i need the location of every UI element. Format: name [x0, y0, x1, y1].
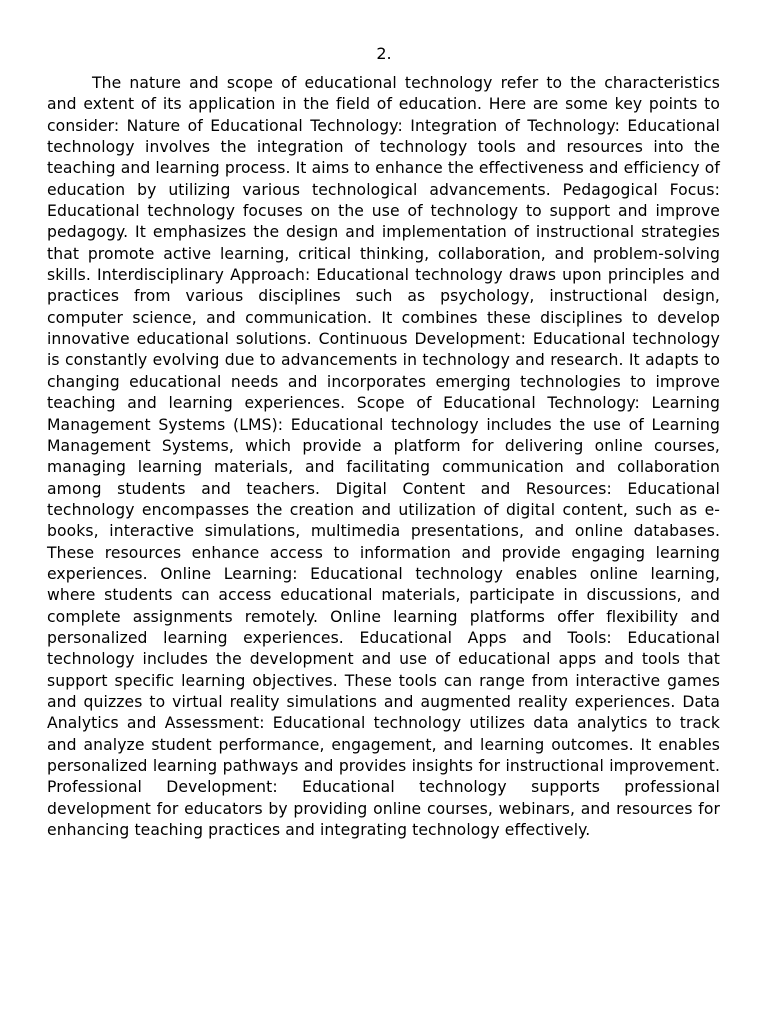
body-paragraph: The nature and scope of educational technology refer to the characteristics and extent of its application in the field of education. Here are some key points to consider: Nature of Educational Technology: Integration of Technology: Educational technology involves the integration of technology tools and resources into the teaching and learning process. It aims to enhance the effectiveness and efficiency of education by utilizing various technological advancements. Pedagogical Focus: Educational technology focuses on the use of technology to support and improve pedagogy. It emphasizes the design and implementation of instructional strategies that promote active learning, critical thinking, collaboration, and problem-solving skills. Interdisciplinary Approach: Educational technology draws upon principles and practices from various disciplines such as psychology, instructional design, computer science, and communication. It combines these disciplines to develop innovative educational solutions. Continuous Development: Educational technology is constantly evolving due to advancements in technology and research. It adapts to changing educational needs and incorporates emerging technologies to improve teaching and learning experiences. Scope of Educational Technology: Learning Management Systems (LMS): Educational technology includes the use of Learning Management Systems, which provide a platform for delivering online courses, managing learning materials, and facilitating communication and collaboration among students and teachers. Digital Content and Resources: Educational technology encompasses the creation and utilization of digital content, such as e-books, interactive simulations, multimedia presentations, and online databases. These resources enhance access to information and provide engaging learning experiences. Online Learning: Educational technology enables online learning, where students can access educational materials, participate in discussions, and complete assignments remotely. Online learning platforms offer flexibility and personalized learning experiences. Educational Apps and Tools: Educational technology includes the development and use of educational apps and tools that support specific learning objectives. These tools can range from interactive games and quizzes to virtual reality simulations and augmented reality experiences. Data Analytics and Assessment: Educational technology utilizes data analytics to track and analyze student performance, engagement, and learning outcomes. It enables personalized learning pathways and provides insights for instructional improvement. Professional Development: Educational technology supports professional development for educators by providing online courses, webinars, and resources for enhancing teaching practices and integrating technology effectively. — [47, 74, 720, 840]
page-number: 2. — [376, 44, 392, 63]
